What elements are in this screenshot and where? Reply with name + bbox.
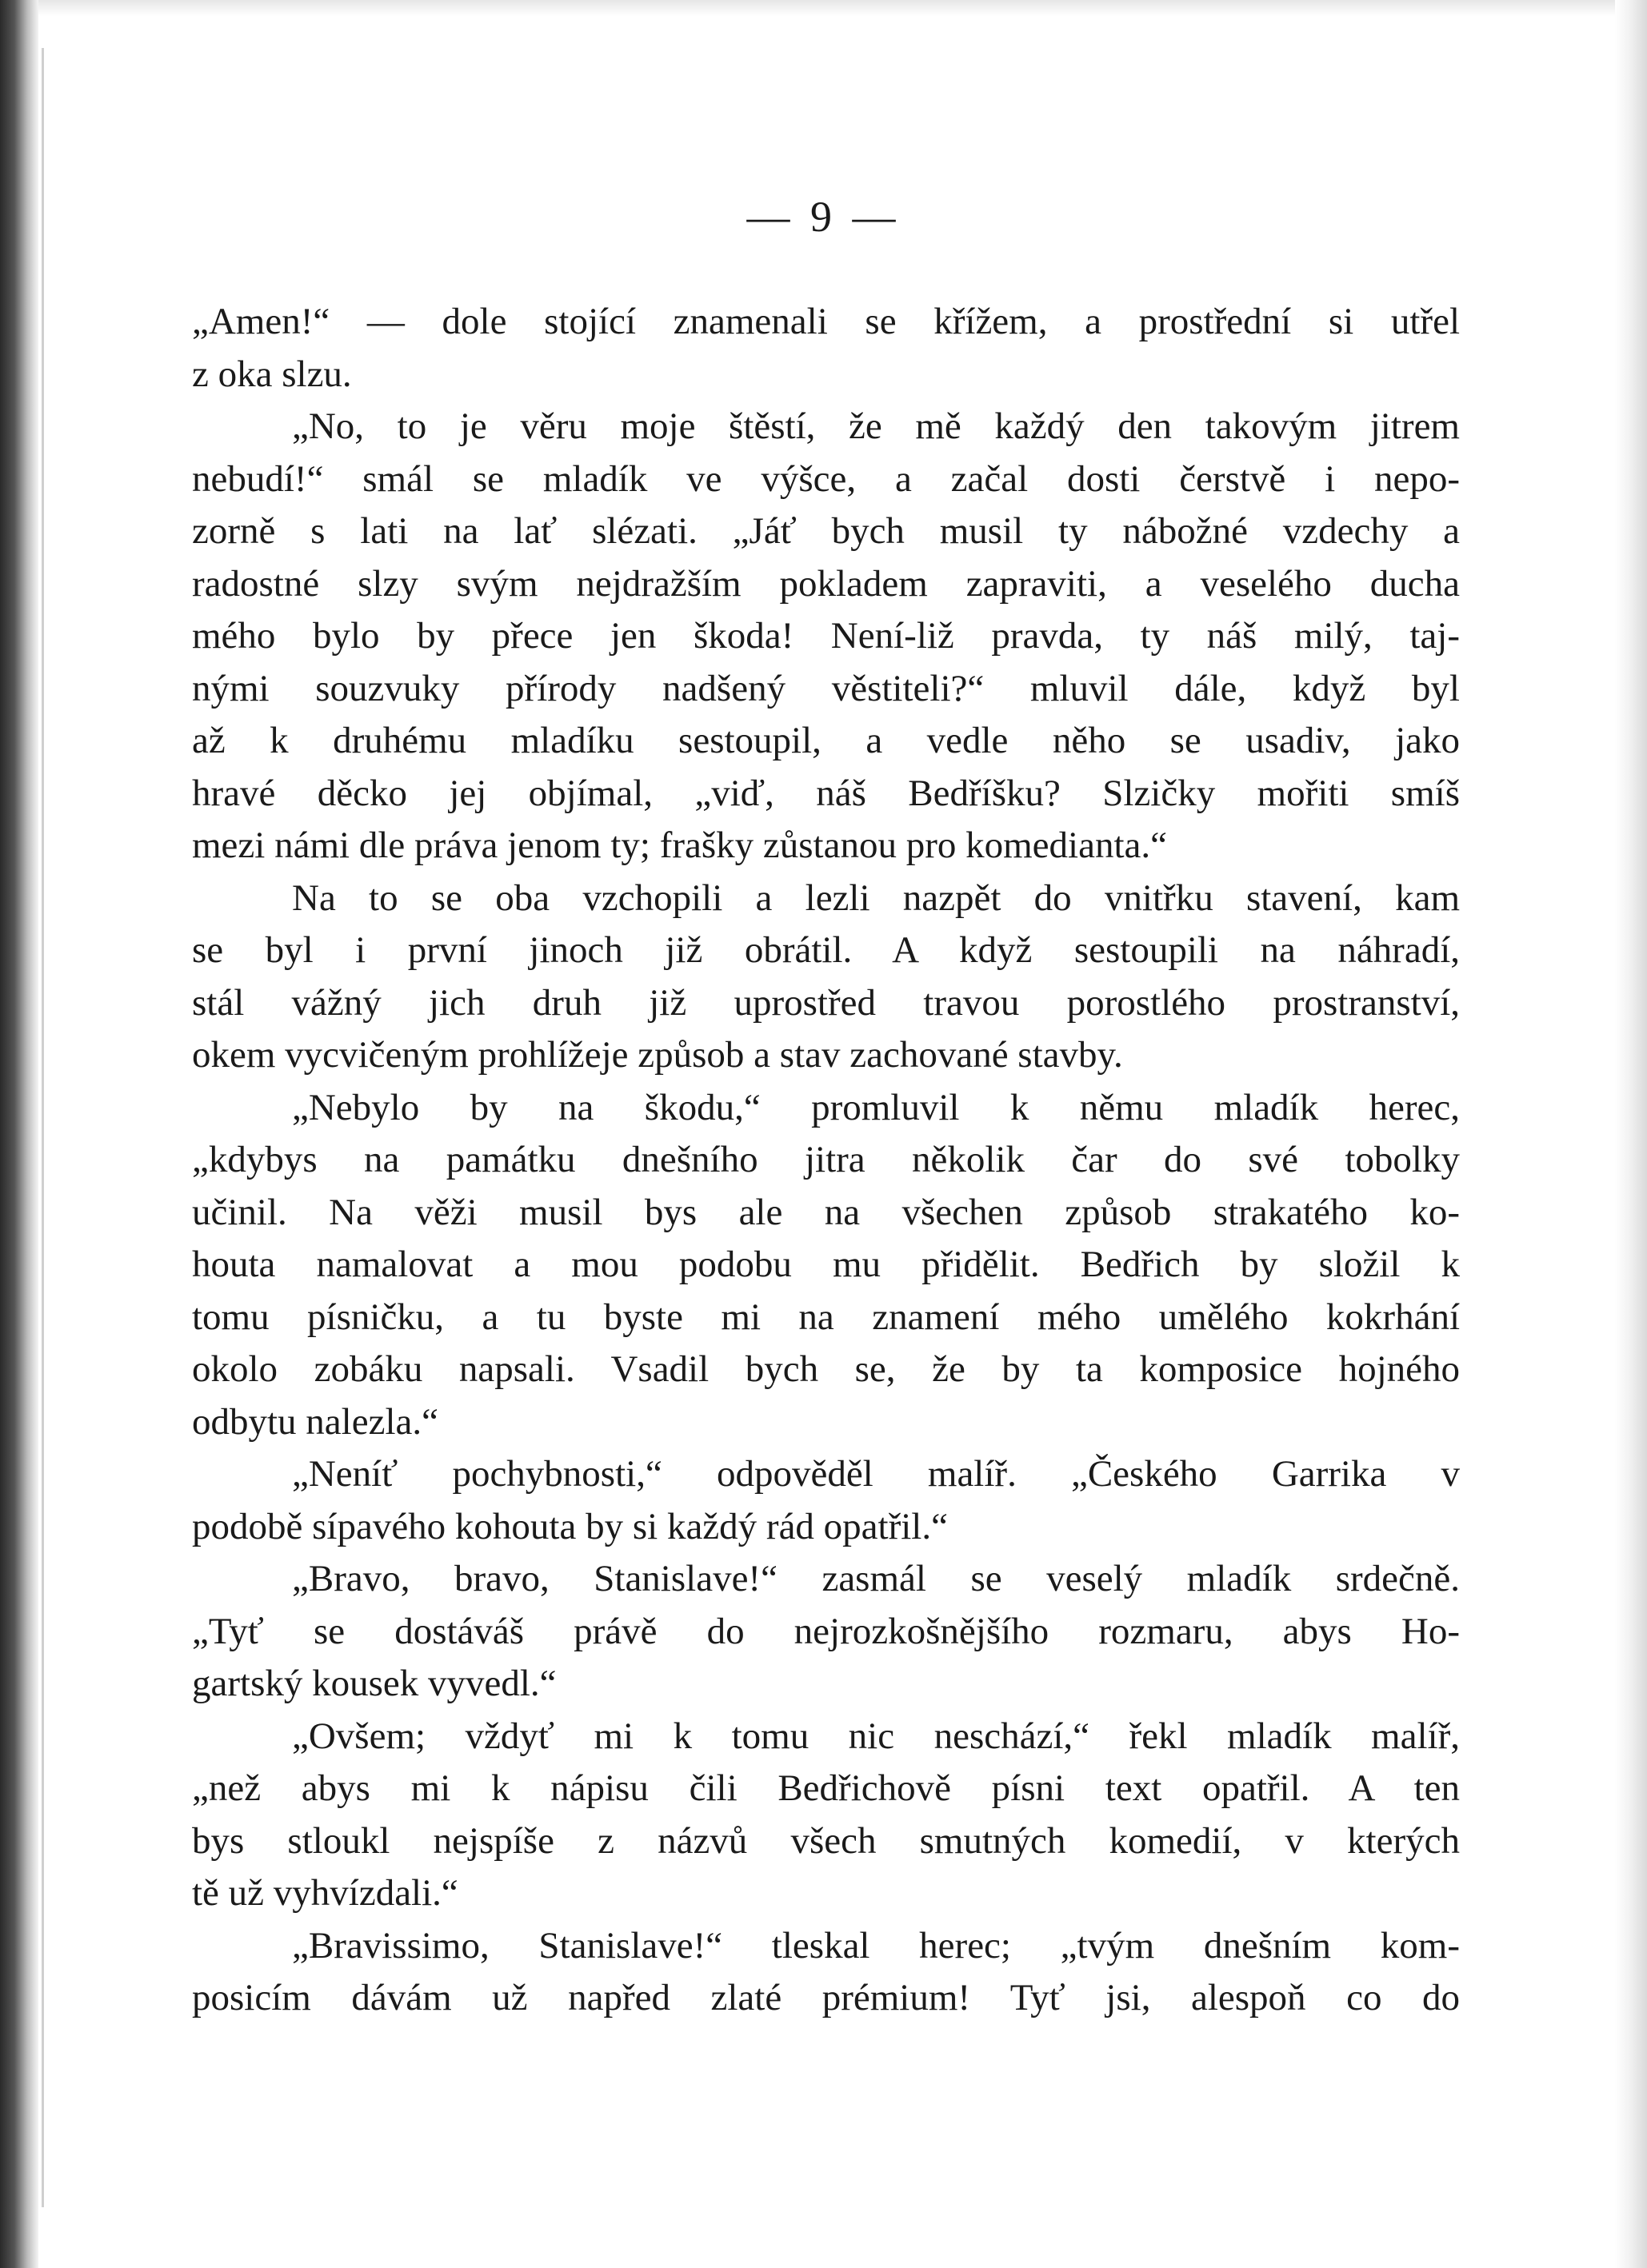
page-number: — 9 —	[746, 193, 901, 241]
text-line: učinil. Na věži musil bys ale na všechen způsob strakatého ko-	[192, 1191, 1460, 1233]
text-line: radostné slzy svým nejdražším pokladem zapraviti, a veselého ducha	[192, 562, 1460, 605]
text-line: „Bravissimo, Stanislave!“ tleskal herec; „tvým dnešním kom-	[292, 1924, 1460, 1967]
top-page-shadow	[38, 0, 1647, 16]
text-line: nebudí!“ smál se mladík ve výšce, a začal dosti čerstvě i nepo-	[192, 457, 1460, 500]
text-line: bys stloukl nejspíše z názvů všech smutných komedií, v kterých	[192, 1819, 1460, 1862]
text-line: tomu písničku, a tu byste mi na znamení mého umělého kokrhání	[192, 1296, 1460, 1338]
text-line: mezi námi dle práva jenom ty; frašky zůstanou pro komedianta.“	[192, 825, 1167, 866]
text-line: okolo zobáku napsali. Vsadil bych se, že by ta komposice hojného	[192, 1348, 1460, 1390]
text-line: tě už vyhvízdali.“	[192, 1872, 458, 1914]
text-line: se byl i první jinoch již obrátil. A když sestoupili na náhradí,	[192, 929, 1460, 971]
text-line: nými souzvuky přírody nadšený věstiteli?“ mluvil dále, když byl	[192, 667, 1460, 709]
text-line: „No, to je věru moje štěstí, že mě každý den takovým jitrem	[292, 405, 1460, 447]
text-line: „kdybys na památku dnešního jitra několik čar do své tobolky	[192, 1139, 1460, 1180]
text-line: z oka slzu.	[192, 353, 352, 395]
text-line: „Tyť se dostáváš právě do nejrozkošnějšího rozmaru, abys Ho-	[192, 1610, 1460, 1652]
text-line: „Neníť pochybnosti,“ odpověděl malíř. „Českého Garrika v	[292, 1453, 1460, 1495]
text-line: „Nebylo by na škodu,“ promluvil k němu mladík herec,	[292, 1086, 1460, 1128]
text-line: až k druhému mladíku sestoupil, a vedle něho se usadiv, jako	[192, 720, 1460, 761]
text-line: mého bylo by přece jen škoda! Není-liž pravda, ty náš milý, taj-	[192, 615, 1460, 657]
text-line: „Bravo, bravo, Stanislave!“ zasmál se veselý mladík srdečně.	[292, 1558, 1460, 1599]
text-line: „Amen!“ — dole stojící znamenali se křížem, a prostřední si utřel	[192, 301, 1460, 342]
text-line: odbytu nalezla.“	[192, 1400, 438, 1443]
right-page-shadow	[1615, 0, 1647, 2268]
text-line: okem vycvičeným prohlížeje způsob a stav zachované stavby.	[192, 1034, 1123, 1076]
text-line: houta namalovat a mou podobu mu přidělit. Bedřich by složil k	[192, 1244, 1460, 1285]
text-line: „než abys mi k nápisu čili Bedřichově písni text opatřil. A ten	[192, 1767, 1460, 1809]
text-line: zorně s lati na lať slézati. „Jáť bych musil ty nábožné vzdechy a	[192, 510, 1460, 552]
text-line: podobě sípavého kohouta by si každý rád opatřil.“	[192, 1505, 948, 1547]
text-line: gartský kousek vyvedl.“	[192, 1663, 557, 1704]
text-line: Na to se oba vzchopili a lezli nazpět do vnitřku stavení, kam	[292, 876, 1460, 919]
text-line: stál vážný jich druh již uprostřed travou porostlého prostranství,	[192, 981, 1460, 1024]
text-line: posicím dávám už napřed zlaté prémium! Tyť jsi, alespoň co do	[192, 1977, 1460, 2018]
binding-edge	[0, 0, 38, 2268]
binding-gutter-line	[42, 48, 44, 2207]
body-text	[192, 296, 1460, 2025]
text-line: „Ovšem; vždyť mi k tomu nic neschází,“ řekl mladík malíř,	[292, 1715, 1460, 1757]
text-line: hravé děcko jej objímal, „viď, náš Bedříšku? Slzičky mořiti smíš	[192, 772, 1460, 814]
